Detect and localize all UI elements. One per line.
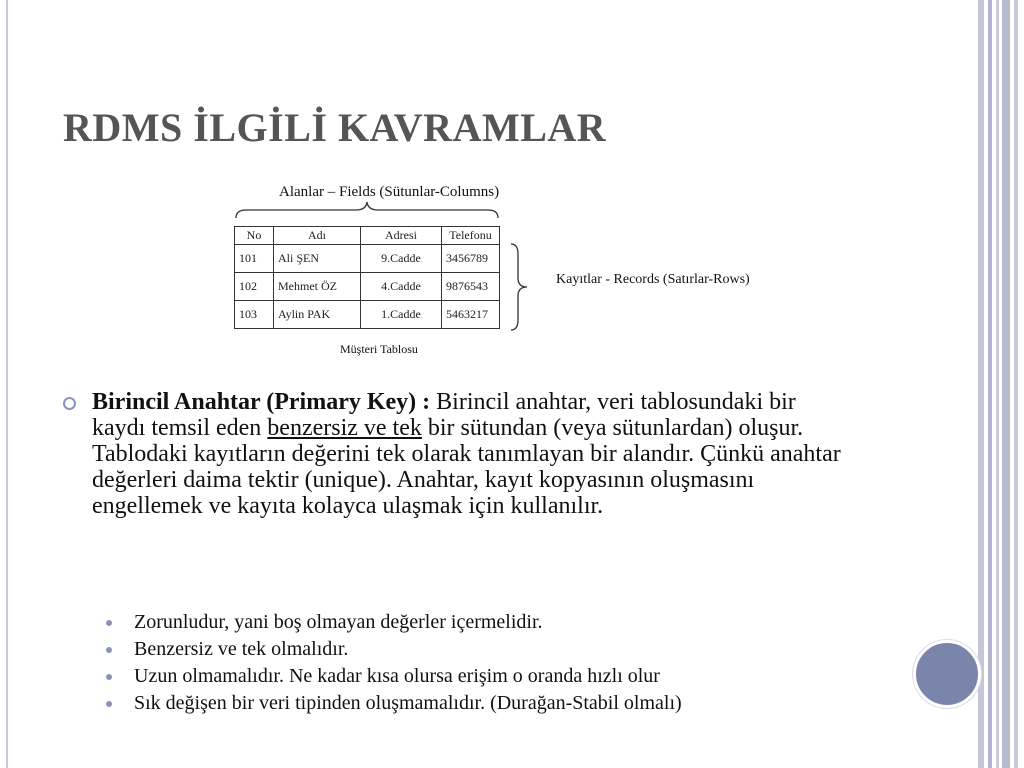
term-label: Birincil Anahtar (Primary Key) : <box>92 389 431 415</box>
table-header-row <box>235 227 500 245</box>
cell-adi: Ali ŞEN <box>274 245 361 273</box>
bullet-dot-icon <box>106 674 112 680</box>
list-item <box>104 663 884 690</box>
list-item-text: Sık değişen bir veri tipinden oluşmamalıdır. (Durağan-Stabil olmalı) <box>134 692 682 714</box>
definition-text-end: bir sütundan (veya sütunlardan) oluşur. Tablodaki kayıtların değerini tek olarak tanımlayan bir alandır. Çünkü anahtar değerleri daima tektir (unique). Anahtar, kayıt kopyasının oluşmasını engellemek ve kayıta kolayca ulaşmak için kullanılır. <box>92 415 841 519</box>
cell-no: 101 <box>235 245 274 273</box>
table-row <box>235 301 500 329</box>
cell-telefonu: 5463217 <box>442 301 500 329</box>
list-item <box>104 636 884 663</box>
decorative-stripes <box>976 0 1024 768</box>
header-no: No <box>235 227 274 245</box>
slide-title: RDMS İLGİLİ KAVRAMLAR <box>63 105 607 150</box>
bullet-dot-icon <box>106 647 112 653</box>
bullet-dot-icon <box>106 620 112 626</box>
cell-adi: Mehmet ÖZ <box>274 273 361 301</box>
cell-adresi: 9.Cadde <box>361 245 442 273</box>
customer-table-figure <box>234 178 794 368</box>
cell-telefonu: 9876543 <box>442 273 500 301</box>
sub-bullet-list <box>104 609 884 717</box>
fields-label: Alanlar – Fields (Sütunlar-Columns) <box>279 184 500 200</box>
table-row <box>235 273 500 301</box>
list-item <box>104 690 884 717</box>
header-adresi: Adresi <box>361 227 442 245</box>
header-adi: Adı <box>274 227 361 245</box>
list-item-text: Benzersiz ve tek olmalıdır. <box>134 638 349 660</box>
cell-no: 102 <box>235 273 274 301</box>
bullet-dot-icon <box>106 701 112 707</box>
cell-telefonu: 3456789 <box>442 245 500 273</box>
records-label: Kayıtlar - Records (Satırlar-Rows) <box>556 272 750 287</box>
cell-adi: Aylin PAK <box>274 301 361 329</box>
list-item-text: Uzun olmamalıdır. Ne kadar kısa olursa erişim o oranda hızlı olur <box>134 665 660 687</box>
ring-bullet-icon <box>63 397 76 410</box>
definition-text-start: Birincil anahtar, veri tablosundaki bir kaydı temsil eden <box>92 389 796 441</box>
table-row <box>235 245 500 273</box>
cell-adresi: 1.Cadde <box>361 301 442 329</box>
underlined-phrase: benzersiz ve tek <box>267 415 422 441</box>
customer-table <box>234 226 500 329</box>
list-item <box>104 609 884 636</box>
cell-no: 103 <box>235 301 274 329</box>
list-item-text: Zorunludur, yani boş olmayan değerler içermelidir. <box>134 611 543 633</box>
cell-adresi: 4.Cadde <box>361 273 442 301</box>
primary-key-paragraph <box>92 389 852 519</box>
header-telefonu: Telefonu <box>442 227 500 245</box>
fields-brace <box>234 200 500 220</box>
table-caption: Müşteri Tablosu <box>340 342 418 356</box>
left-border-line <box>6 0 8 768</box>
records-brace <box>508 242 530 332</box>
decorative-circle <box>913 640 981 708</box>
